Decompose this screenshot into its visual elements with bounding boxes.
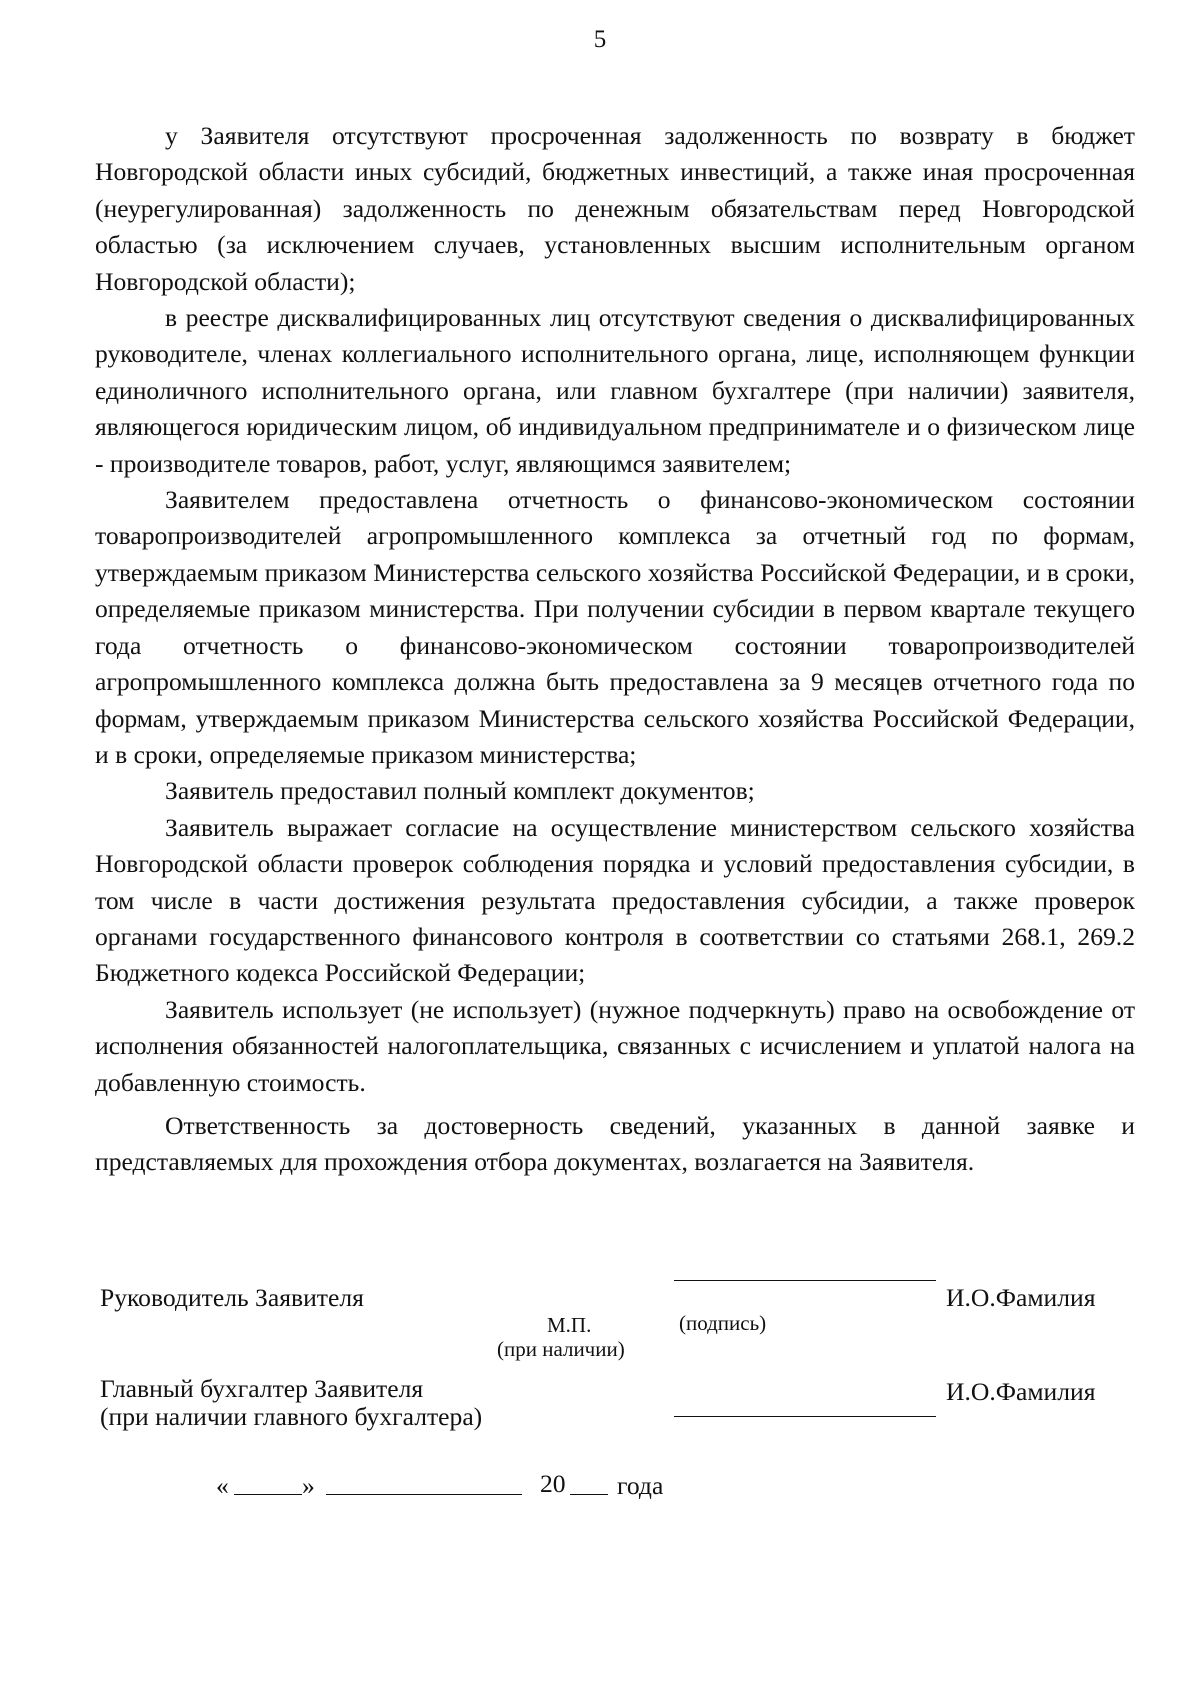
body-text (95, 118, 1135, 1181)
head-name: И.О.Фамилия (946, 1283, 1096, 1312)
date-open-quote: « (216, 1471, 229, 1500)
paragraph-responsibility: Ответственность за достоверность сведений, указанных в данной заявке и представляемых для прохождения отбора документах, возлагается на Заявителя. (95, 1110, 1135, 1177)
paragraph-consent: Заявитель выражает согласие на осуществление министерством сельского хозяйства Новгородской области проверок соблюдения порядка и условий предоставления субсидии, в том числе в части достижения результата предоставления субсидии, а также проверок органами государственного финансового контроля в соответствии со статьями 268.1, 269.2 Бюджетного кодекса Российской Федерации; (95, 812, 1135, 988)
date-year-blank (570, 1494, 608, 1495)
paragraph-disqualified-registry: в реестре дисквалифицированных лиц отсутствуют сведения о дисквалифицированных руководителе, членах коллегиального исполнительного органа, лице, исполняющем функции единоличного исполнительного органа, или главном бухгалтере (при наличии) заявителя, являющегося юридическим лицом, об индивидуальном предпринимателе и о физическом лице - производителе товаров, работ, услуг, являющимся заявителем; (95, 303, 1135, 478)
stamp-label: М.П. (547, 1313, 592, 1337)
paragraph-documents: Заявитель предоставил полный комплект документов; (165, 776, 755, 806)
accountant-label: Главный бухгалтер Заявителя (100, 1374, 424, 1403)
date-day-blank (234, 1494, 302, 1495)
paragraph-vat: Заявитель использует (не использует) (нужное подчеркнуть) право на освобождение от исполнения обязанностей налогоплательщика, связанных с исчислением и уплатой налога на добавленную стоимость. (95, 994, 1135, 1097)
paragraph-reporting: Заявителем предоставлена отчетность о финансово-экономическом состоянии товаропроизводителей агропромышленного комплекса за отчетный год по формам, утверждаемым приказом Министерства сельского хозяйства Российской Федерации, и в сроки, определяемые приказом министерства. При получении субсидии в первом квартале текущего года отчетность о финансово-экономическом состоянии товаропроизводителей агропромышленного комплекса должна быть предоставлена за 9 месяцев отчетного года по формам, утверждаемым приказом Министерства сельского хозяйства Российской Федерации, и в сроки, определяемые приказом министерства; (95, 485, 1135, 769)
date-century: 20 (540, 1469, 566, 1498)
accountant-signature-line (674, 1416, 936, 1417)
date-suffix: года (617, 1471, 664, 1500)
head-label: Руководитель Заявителя (100, 1283, 364, 1312)
signature-caption: (подпись) (679, 1311, 767, 1335)
date-close-quote: » (302, 1471, 315, 1500)
paragraph-no-debt: у Заявителя отсутствуют просроченная задолженность по возврату в бюджет Новгородской области иных субсидий, бюджетных инвестиций, а также иная просроченная (неурегулированная) задолженность по денежным обязательствам перед Новгородской областью (за исключением случаев, установленных высшим исполнительным органом Новгородской области); (95, 121, 1135, 296)
stamp-note: (при наличии) (497, 1337, 625, 1361)
date-month-blank (326, 1494, 522, 1495)
head-signature-line (674, 1280, 936, 1281)
accountant-name: И.О.Фамилия (946, 1377, 1096, 1406)
page-number: 5 (593, 26, 607, 53)
accountant-note: (при наличии главного бухгалтера) (100, 1402, 483, 1431)
